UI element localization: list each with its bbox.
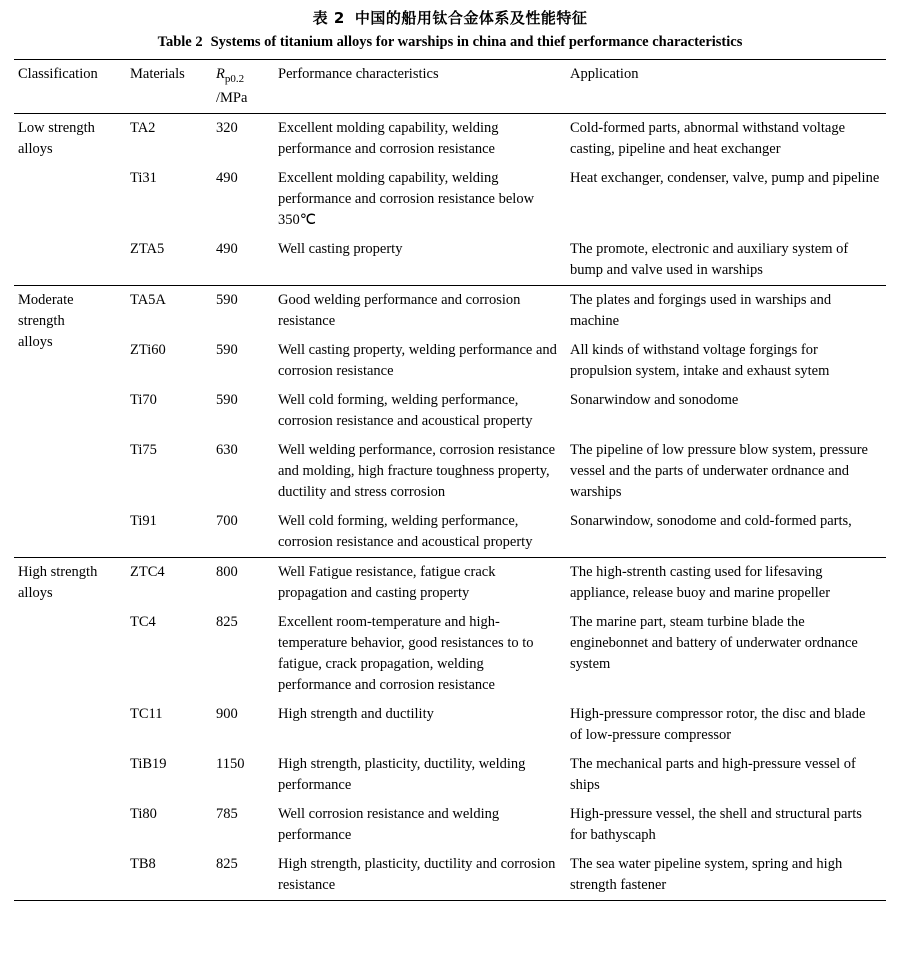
group-label-line: High strength [18,564,98,581]
cell-performance: Well casting property, welding performance and corrosion resistance [278,341,557,379]
cell-performance: Well corrosion resistance and welding performance [278,806,500,844]
table-row [14,608,886,700]
table-row [14,235,886,286]
table-bottom-rule [14,901,886,902]
table-row [14,436,886,507]
cell-performance: Well Fatigue resistance, fatigue crack propagation and casting property [274,558,566,609]
cell-rp02: 1150 [216,756,245,773]
rule-cell [566,901,886,902]
cell-application: The promote, electronic and auxiliary system of bump and valve used in warships [570,240,849,278]
group-label-line: Low strength [18,119,95,136]
table-row [14,507,886,558]
cell-rp02: 700 [216,513,238,530]
cell-application: The plates and forgings used in warships and machine [566,285,886,336]
cell-performance: Excellent molding capability, welding performance and corrosion resistance below 350℃ [278,169,535,228]
cell-material: Ti31 [130,169,157,186]
table-row [14,700,886,750]
cell-performance: Well cold forming, welding performance, corrosion resistance and acoustical property [278,392,533,430]
cell-application: High-pressure compressor rotor, the disc and blade of low-pressure compressor [570,706,866,744]
cell-material: TiB19 [130,756,167,773]
cell-material: TC11 [130,706,163,723]
cell-application: The pipeline of low pressure blow system, pressure vessel and the parts of underwater ordnance and warships [570,442,868,501]
cell-performance: Well casting property [278,240,403,257]
column-header-materials: Materials [126,60,212,114]
group-label-1 [14,113,126,285]
cell-material: Ti75 [130,442,157,459]
table-row [14,113,886,164]
group-label-line: alloys [18,140,53,157]
rule-cell [274,901,566,902]
cell-application: The high-strenth casting used for lifesaving appliance, release buoy and marine propeller [566,558,886,609]
cell-material: ZTA5 [130,240,165,257]
cell-rp02: 800 [212,558,274,609]
cell-application: High-pressure vessel, the shell and structural parts for bathyscaph [570,806,862,844]
cell-material: Ti91 [130,513,157,530]
cell-application: The mechanical parts and high-pressure vessel of ships [570,756,856,794]
table-caption-chinese-label: 表 2 [312,9,345,27]
cell-rp02: 590 [212,285,274,336]
column-header-rp02 [212,60,274,114]
table-header-row [14,60,886,114]
cell-performance: Excellent molding capability, welding performance and corrosion resistance [278,119,499,157]
group-label-line: strength [18,312,65,329]
cell-rp02: 490 [216,169,238,186]
group-label-2 [14,285,126,557]
table-row [14,800,886,850]
cell-rp02: 825 [216,614,238,631]
titanium-alloys-table [14,59,886,901]
table-row [14,750,886,800]
cell-performance: High strength and ductility [278,706,434,723]
group-label-line: alloys [18,333,53,350]
table-body [14,113,886,901]
cell-material: TA5A [126,285,212,336]
cell-application: The sea water pipeline system, spring and high strength fastener [570,856,843,894]
table-caption-english-label: Table 2 [157,34,203,50]
table-row [14,164,886,235]
cell-performance: Good welding performance and corrosion resistance [274,285,566,336]
cell-rp02: 630 [216,442,238,459]
table-row [14,850,886,901]
table-row [14,336,886,386]
cell-material: ZTi60 [130,341,166,358]
table-caption-english [14,30,886,59]
rule-cell [126,901,212,902]
cell-rp02: 490 [216,240,238,257]
cell-material: Ti70 [130,392,157,409]
cell-application: The marine part, steam turbine blade the enginebonnet and battery of underwater ordnance system [570,614,858,673]
rule-cell [14,901,126,902]
column-header-performance: Performance characteristics [274,60,566,114]
table-row [14,386,886,436]
cell-material: TA2 [130,119,156,136]
cell-rp02: 825 [216,856,238,873]
rule-cell [212,901,274,902]
column-header-classification: Classification [14,60,126,114]
table-row [14,558,886,609]
cell-performance: High strength, plasticity, ductility and corrosion resistance [278,856,556,894]
group-label-line: Moderate [18,291,74,308]
cell-application: Sonarwindow and sonodome [570,392,739,409]
cell-rp02: 320 [216,119,238,136]
group-label-3 [14,558,126,901]
cell-material: TB8 [130,856,156,873]
cell-rp02: 590 [216,392,238,409]
rp-symbol: R [216,66,225,82]
cell-performance: Well welding performance, corrosion resistance and molding, high fracture toughness property, ductility and stress corrosion [278,442,556,501]
cell-rp02: 590 [216,341,238,358]
table-caption-english-text: Systems of titanium alloys for warships in china and thief performance characteristics [210,34,743,50]
cell-material: ZTC4 [126,558,212,609]
cell-performance: High strength, plasticity, ductility, welding performance [278,756,526,794]
cell-application: Cold-formed parts, abnormal withstand voltage casting, pipeline and heat exchanger [570,119,846,157]
table-caption-chinese [14,0,886,30]
rp-subscript: p0.2 [224,72,245,85]
cell-rp02: 785 [216,806,238,823]
column-header-application: Application [566,60,886,114]
cell-application: All kinds of withstand voltage forgings for propulsion system, intake and exhaust sytem [570,341,830,379]
cell-performance: Excellent room-temperature and high-temperature behavior, good resistances to to fatigue, crack propagation, welding performance and corrosion resistance [278,614,534,694]
cell-material: TC4 [130,614,156,631]
group-label-line: alloys [18,585,53,602]
cell-application: Heat exchanger, condenser, valve, pump and pipeline [570,169,880,186]
table-header [14,60,886,114]
cell-performance: Well cold forming, welding performance, corrosion resistance and acoustical property [278,513,533,551]
cell-material: Ti80 [130,806,157,823]
table-row [14,285,886,336]
rp-unit: /MPa [216,89,248,106]
cell-rp02: 900 [216,706,238,723]
cell-application: Sonarwindow, sonodome and cold-formed parts, [570,513,852,530]
table-caption-chinese-text: 中国的船用钛合金体系及性能特征 [354,9,588,27]
